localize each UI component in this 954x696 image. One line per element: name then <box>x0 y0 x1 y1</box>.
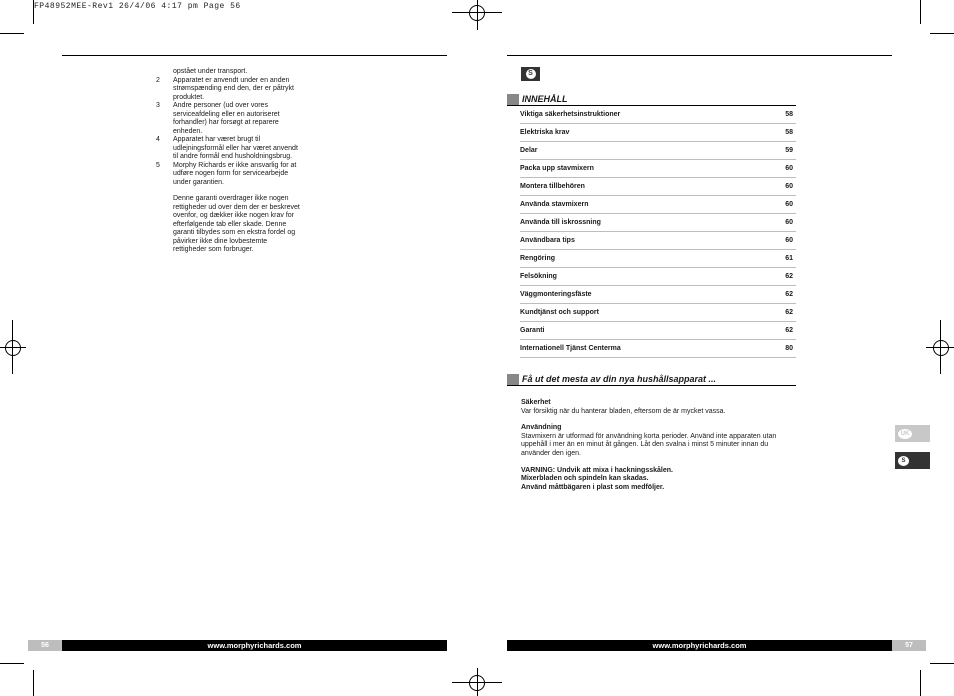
toc-page: 58 <box>785 129 793 136</box>
right-page-number: 57 <box>892 640 926 651</box>
contents-title: INNEHÅLL <box>522 94 568 104</box>
toc-page: 60 <box>785 165 793 172</box>
list-text: Morphy Richards er ikke ansvarlig for at udføre nogen form for servicearbejde under garantien. <box>173 161 297 186</box>
intro-title: Få ut det mesta av din nya hushållsapparat ... <box>522 374 717 384</box>
toc-row[interactable] <box>520 106 796 124</box>
warning-line: VARNING: Undvik att mixa i hackningsskålen. <box>521 466 673 474</box>
heading-square-icon <box>507 374 519 385</box>
warranty-text-column <box>156 68 301 255</box>
toc-row[interactable] <box>520 196 796 214</box>
list-number: 4 <box>156 136 160 143</box>
toc-row[interactable] <box>520 160 796 178</box>
left-footer-url[interactable]: www.morphyrichards.com <box>62 640 447 651</box>
toc-page: 60 <box>785 183 793 190</box>
continued-text: opstået under transport. <box>173 68 248 75</box>
list-item <box>156 68 301 77</box>
toc-label: Använda till iskrossning <box>520 219 601 226</box>
usage-text: Stavmixern är utformad för användning korta perioder. Använd inte apparaten utan uppehåll i mer än en minut åt gången. Låt den svalna i minst 5 minuter innan du använder den igen. <box>521 432 777 457</box>
toc-page: 58 <box>785 111 793 118</box>
crop-mark-top-left <box>0 33 24 34</box>
list-text: Apparatet er anvendt under en anden strømspænding end den, der er påtrykt produktet. <box>173 76 295 101</box>
list-item <box>156 102 301 136</box>
toc-page: 61 <box>785 255 793 262</box>
safety-text: Var försiktig när du hanterar bladen, eftersom de är mycket vassa. <box>521 407 726 415</box>
list-number: 2 <box>156 76 160 84</box>
toc-row[interactable] <box>520 124 796 142</box>
list-item <box>156 162 301 188</box>
toc-label: Felsökning <box>520 273 557 280</box>
toc-row[interactable] <box>520 268 796 286</box>
toc-page: 62 <box>785 327 793 334</box>
safety-heading: Säkerhet <box>521 399 551 406</box>
toc-row[interactable] <box>520 340 796 358</box>
toc-label: Väggmonteringsfäste <box>520 291 592 298</box>
toc-label: Montera tillbehören <box>520 183 585 190</box>
warning-line: Använd måttbägaren i plast som medföljer. <box>521 483 665 491</box>
toc-label: Garanti <box>520 327 545 334</box>
list-number: 5 <box>156 161 160 169</box>
toc-label: Kundtjänst och support <box>520 309 599 316</box>
contents-heading <box>507 93 796 106</box>
toc-label: Viktiga säkerhetsinstruktioner <box>520 111 621 118</box>
right-footer-url[interactable]: www.morphyrichards.com <box>507 640 892 651</box>
intro-heading <box>507 373 796 386</box>
toc-label: Användbara tips <box>520 237 575 244</box>
warranty-paragraph: Denne garanti overdrager ikke nogen rettigheder ud over dem der er beskrevet ovenfor, og dækker ikke nogen krav for efterfølgende tab eller skade. Denne garanti tilbydes som en ekstra fordel og påvirker ikke dine lovbestemte rettigheder som forbruger. <box>173 195 300 253</box>
table-of-contents <box>520 106 796 358</box>
usage-heading: Användning <box>521 424 562 432</box>
toc-page: 60 <box>785 237 793 244</box>
toc-row[interactable] <box>520 250 796 268</box>
intro-body <box>521 399 797 492</box>
language-tab-uk[interactable] <box>895 425 930 442</box>
crop-mark-top-right <box>930 33 954 34</box>
crop-mark-bottom-right-v <box>920 670 921 696</box>
toc-row[interactable] <box>520 142 796 160</box>
toc-page: 62 <box>785 273 793 280</box>
language-badge <box>521 67 540 81</box>
print-slug: FP48952MEE-Rev1 26/4/06 4:17 pm Page 56 <box>34 2 241 11</box>
toc-row[interactable] <box>520 286 796 304</box>
toc-row[interactable] <box>520 322 796 340</box>
language-tab-uk-label: UK <box>898 429 912 439</box>
crop-mark-bottom-right <box>930 663 954 664</box>
list-item <box>156 136 301 162</box>
crop-mark-bottom-left-v <box>33 670 34 696</box>
toc-label: Internationell Tjänst Centerma <box>520 345 621 352</box>
toc-row[interactable] <box>520 214 796 232</box>
heading-square-icon <box>507 94 519 105</box>
toc-page: 59 <box>785 147 793 154</box>
toc-page: 60 <box>785 201 793 208</box>
toc-label: Elektriska krav <box>520 129 570 136</box>
crop-mark-top-left-v <box>33 0 34 24</box>
toc-label: Använda stavmixern <box>520 201 589 208</box>
list-text: Andre personer (ud over vores serviceafdeling eller en autoriseret forhandler) har forsøgt at reparere enheden. <box>173 102 280 135</box>
toc-page: 62 <box>785 291 793 298</box>
toc-label: Rengöring <box>520 255 555 262</box>
warning-line: Mixerbladen och spindeln kan skadas. <box>521 475 649 483</box>
toc-row[interactable] <box>520 304 796 322</box>
left-page-number: 56 <box>28 640 62 651</box>
crop-mark-bottom-left <box>0 663 24 664</box>
language-badge-label: S <box>526 69 536 79</box>
list-item <box>156 77 301 103</box>
left-page-top-rule <box>62 55 447 56</box>
toc-row[interactable] <box>520 232 796 250</box>
toc-page: 80 <box>785 345 793 352</box>
toc-label: Packa upp stavmixern <box>520 165 594 172</box>
toc-page: 60 <box>785 219 793 226</box>
toc-row[interactable] <box>520 178 796 196</box>
list-text: Apparatet har været brugt til udlejningsformål eller har været anvendt til andre formål end husholdningsbrug. <box>173 136 298 160</box>
toc-page: 62 <box>785 309 793 316</box>
crop-mark-top-right-v <box>920 0 921 24</box>
list-number: 3 <box>156 102 160 109</box>
language-tab-s[interactable] <box>895 452 930 469</box>
toc-label: Delar <box>520 147 538 154</box>
right-page-top-rule <box>507 55 892 56</box>
language-tab-s-label: S <box>898 456 909 466</box>
